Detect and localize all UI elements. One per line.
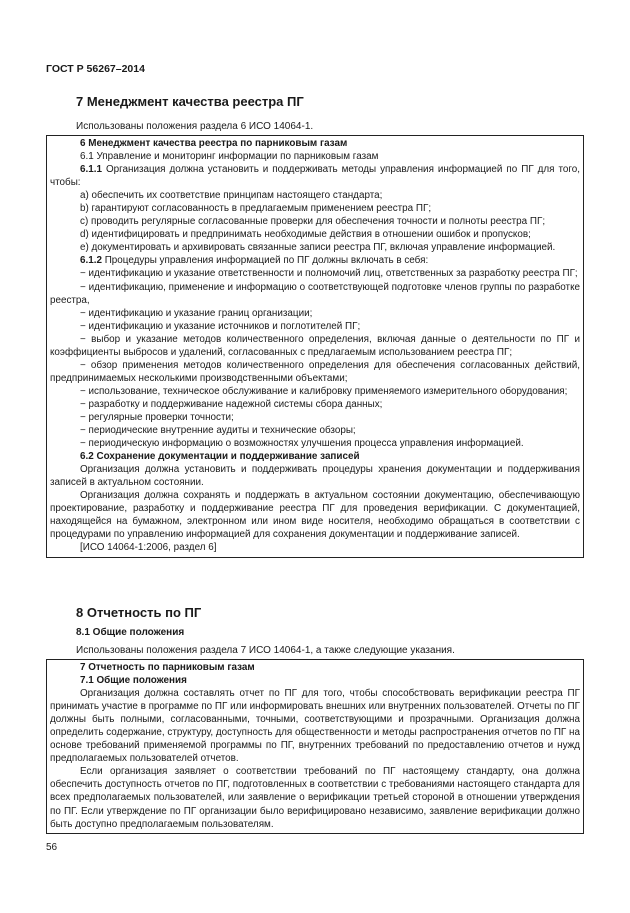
list-item: − идентификацию и указание ответственности и полномочий лиц, ответственных за разработку реестра ПГ; xyxy=(80,268,578,280)
list-item: − идентификацию и указание источников и поглотителей ПГ; xyxy=(80,320,361,332)
list-item: − разработку и поддерживание надежной системы сбора данных; xyxy=(80,398,383,410)
list-item: b) гарантируют согласованность в предлагаемым применением реестра ПГ; xyxy=(80,203,432,215)
iso-quote-box-7 xyxy=(46,659,584,834)
section-8-intro: Использованы положения раздела 7 ИСО 14064-1, а также следующие указания. xyxy=(76,645,455,656)
quote-paragraph: Организация должна составлять отчет по ПГ для того, чтобы способствовать верификации реестра ПГ принимать участие в программе по ПГ или информировать внешних или внутренних пользователей. Отчеты по ПГ должны быть полными, согласованными, точными, соответствующими и прозрачными. Организация должна определить содержание, структуру, доступность для общественности и методы распространения отчетов по ПГ на основе требований применяемой программы по ПГ, внутренних требований по предоставлению отчетов и нужд предполагаемых пользователей отчетов. xyxy=(50,688,580,765)
page-number: 56 xyxy=(46,842,58,853)
list-item: − идентификацию, применение и информацию о соответствующей подготовке членов группы по разработке реестра, xyxy=(50,281,580,306)
quote-subheading: 6.1 Управление и мониторинг информации по парниковым газам xyxy=(80,151,379,163)
quote-subheading: 6.2 Сохранение документации и поддерживание записей xyxy=(80,451,360,463)
list-item: − периодическую информацию о возможностях улучшения процесса управления информацией. xyxy=(80,438,524,450)
quote-subheading: 7.1 Общие положения xyxy=(80,675,187,687)
quote-paragraph: Если организация заявляет о соответствии требований по ПГ настоящему стандарту, она должна обеспечить доступность отчетов по ПГ, подготовленных в соответствии с требованиями настоящего стандарта для всех предполагаемых пользователей, или заявление о верификации третьей стороной в отношении утверждения по ПГ. Если утверждение по ПГ организации было верифицировано независимо, заявление верификации должно быть доступно предполагаемым пользователям. xyxy=(50,766,581,830)
list-item: d) идентифицировать и предпринимать необходимые действия в отношении ошибок и пропусков; xyxy=(80,229,531,241)
section-7-intro: Использованы положения раздела 6 ИСО 14064-1. xyxy=(76,121,314,132)
section-8-title: 8 Отчетность по ПГ xyxy=(76,605,202,620)
quote-reference: [ИСО 14064-1:2006, раздел 6] xyxy=(80,542,217,554)
list-item: − идентификацию и указание границ организации; xyxy=(80,307,313,319)
quote-heading: 7 Отчетность по парниковым газам xyxy=(80,662,255,673)
quote-heading: 6 Менеджмент качества реестра по парниковым газам xyxy=(80,138,348,149)
quote-paragraph: 6.1.1 Организация должна установить и поддерживать методы управления информацией по ПГ для того, чтобы: xyxy=(50,164,580,189)
list-item: c) проводить регулярные согласованные проверки для обеспечения точности и полноты реестра ПГ; xyxy=(80,216,546,228)
section-8-1-title: 8.1 Общие положения xyxy=(76,627,185,638)
list-item: a) обеспечить их соответствие принципам настоящего стандарта; xyxy=(80,190,383,202)
list-item: − регулярные проверки точности; xyxy=(80,411,234,423)
list-item: − выбор и указание методов количественного определения, включая данные о деятельности по ПГ и коэффициенты выбросов и удалений, согласованных с предлагаемым использованием реестра ПГ; xyxy=(50,333,580,358)
list-item: − обзор применения методов количественного определения для обеспечения согласованных действий, предпринимаемых несколькими производственными объектами; xyxy=(50,359,580,384)
list-item: e) документировать и архивировать связанные записи реестра ПГ, включая управление информацией. xyxy=(80,242,556,254)
list-item: − использование, техническое обслуживание и калибровку применяемого измерительного оборудования; xyxy=(80,385,568,397)
quote-paragraph: Организация должна сохранять и поддержать в актуальном состоянии документацию, обеспечивающую проектирование, разработку и поддерживание реестра ПГ для проведения верификации. С документацией, находящейся на бумажном, электронном или ином виде носителя, необходимо обращаться в соответствии с процедурами по управлению информацией для сохранения документации и поддерживание записей. xyxy=(50,490,580,541)
section-7-title: 7 Менеджмент качества реестра ПГ xyxy=(76,94,304,109)
quote-paragraph: Организация должна установить и поддерживать процедуры хранения документации и поддерживания записей в актуальном состоянии. xyxy=(50,464,580,489)
standard-header: ГОСТ Р 56267–2014 xyxy=(46,63,145,75)
quote-paragraph: 6.1.2 Процедуры управления информацией по ПГ должны включать в себя: xyxy=(80,255,429,267)
iso-quote-box-6 xyxy=(46,135,584,558)
list-item: − периодические внутренние аудиты и технические обзоры; xyxy=(80,425,356,437)
